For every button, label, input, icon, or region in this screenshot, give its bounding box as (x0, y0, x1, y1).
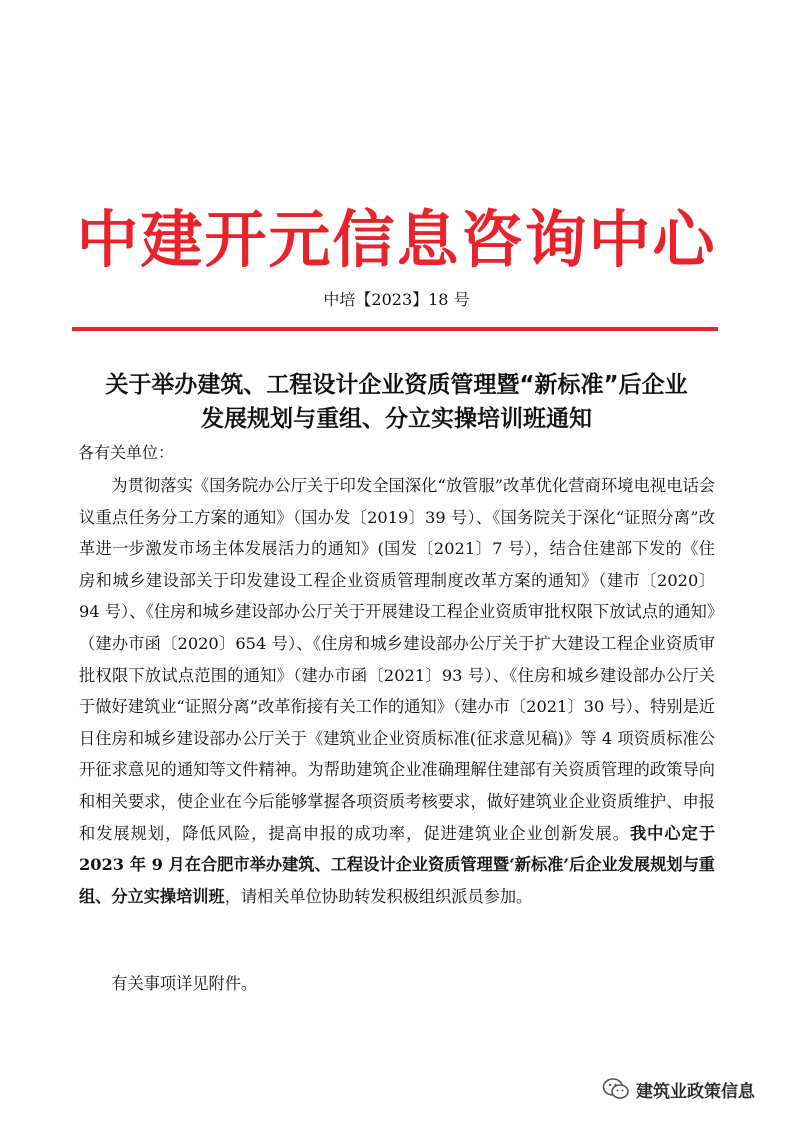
wechat-icon (602, 1077, 630, 1101)
body-emphasis-text: 我中心定于 2023 年 9 月在合肥市举办建筑、工程设计企业资质管理暨‘新标准’后企业发展规划与重组、分立实操培训班 (79, 823, 716, 906)
salutation: 各有关单位： (78, 443, 175, 462)
red-divider-line (72, 327, 718, 331)
notice-title-line-1: 关于举办建筑、工程设计企业资质管理暨“新标准”后企业 (105, 372, 688, 398)
body-paragraph (79, 470, 715, 912)
closing-line: 有关事项详见附件。 (111, 974, 258, 993)
watermark-text: 建筑业政策信息 (636, 1081, 755, 1102)
notice-title-line-2: 发展规划与重组、分立实操培训班通知 (201, 406, 592, 432)
org-name-heading: 中建开元信息咨询中心 (76, 203, 717, 276)
body-main-text: 为贯彻落实《国务院办公厅关于印发全国深化“放管服”改革优化营商环境电视电话会议重点任务分工方案的通知》（国办发〔2019〕39 号）、《国务院关于深化“证照分离”改革进一步激发市场主体发展活力的通知》(国发〔2021〕7 号），结合住建部下发的《住房和城乡建设部关于印发建设工程企业资质管理制度改革方案的通知》（建市〔2020〕94 号）、《住房和城乡建设部办公厅关于开展建设工程企业资质审批权限下放试点的通知》（建办市函〔2020〕654 号）、《住房和城乡建设部办公厅关于扩大建设工程企业资质审批权限下放试点范围的通知》（建办市函〔2021〕93 号）、《住房和城乡建设部办公厅关于做好建筑业“证照分离”改革衔接有关工作的通知》（建办市〔2021〕30 号）、特别是近日住房和城乡建设部办公厅关于《建筑业企业资质标准(征求意见稿)》等 4 项资质标准公开征求意见的通知等文件精神。为帮助建筑企业准确理解住建部有关资质管理的政策导向和相关要求，使企业在今后能够掌握各项资质考核要求，做好建筑业企业资质维护、申报和发展规划，降低风险，提高申报的成功率，促进建筑业企业创新发展。 (79, 476, 715, 843)
notice-title (60, 368, 733, 436)
watermark (602, 1074, 755, 1104)
body-end-text: ，请相关单位协助转发积极组织派员参加。 (224, 886, 533, 906)
document-number: 中培【2023】18 号 (323, 290, 470, 309)
